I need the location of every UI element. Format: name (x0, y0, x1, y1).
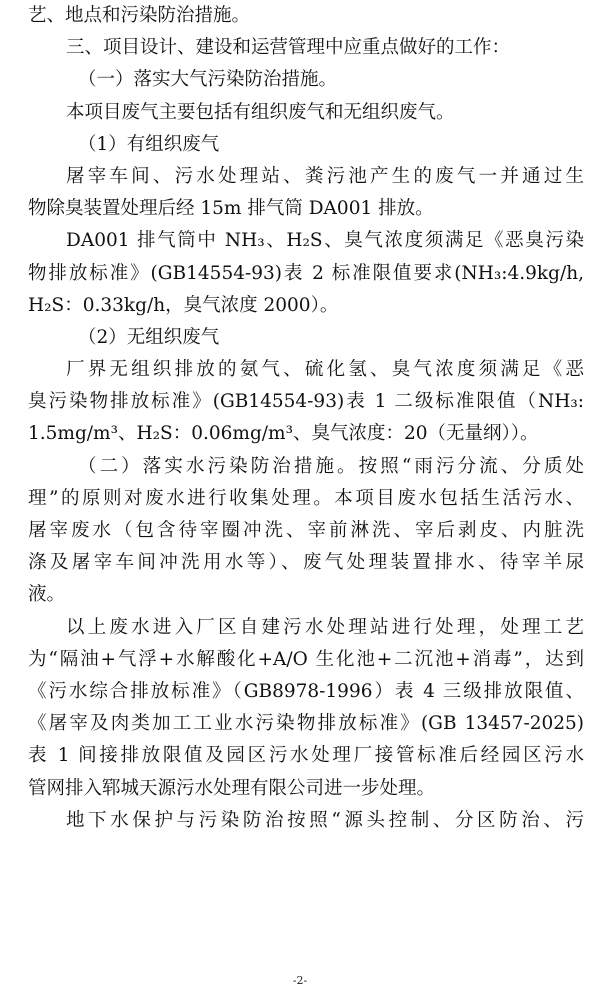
text-line: 表 1 间接排放限值及园区污水处理厂接管标准后经园区污水 (28, 745, 584, 767)
text-line: 《污水综合排放标准》（GB8978-1996）表 4 三级排放限值、 (28, 680, 584, 702)
text-line: 为“隔油+气浮+水解酸化+A/O 生化池+二沉池+消毒”，达到 (28, 648, 584, 670)
text-line: 屠宰车间、污水处理站、粪污池产生的废气一并通过生 (66, 165, 584, 187)
page-number: -2- (292, 974, 308, 987)
document-page (28, 0, 584, 837)
text-line: 物除臭装置处理后经 15m 排气筒 DA001 排放。 (28, 198, 434, 220)
text-line: 理”的原则对废水进行收集处理。本项目废水包括生活污水、 (28, 487, 584, 509)
text-line: 艺、地点和污染防治措施。 (28, 5, 251, 26)
text-line: H₂S：0.33kg/h，臭气浓度 2000）。 (28, 294, 339, 316)
text-line: 涤及屠宰车间冲洗用水等）、废气处理装置排水、待宰羊尿 (28, 552, 584, 574)
section-heading: 三、项目设计、建设和运营管理中应重点做好的工作： (66, 37, 511, 59)
subsection-heading: （二）落实水污染防治措施。按照“雨污分流、分质处 (78, 455, 584, 477)
text-line: 物排放标准》(GB14554-93)表 2 标准限值要求(NH₃:4.9kg/h, (28, 262, 584, 284)
text-line: 《屠宰及肉类加工工业水污染物排放标准》(GB 13457-2025) (28, 713, 584, 735)
text-line: 以上废水进入厂区自建污水处理站进行处理，处理工艺 (66, 616, 584, 638)
text-line: 臭污染物排放标准》(GB14554-93)表 1 二级标准限值（NH₃: (28, 391, 584, 413)
text-line: 管网排入郓城天源污水处理有限公司进一步处理。 (28, 777, 436, 799)
text-line: 液。 (28, 584, 66, 606)
item-heading: （1）有组织废气 (78, 133, 220, 155)
text-line: 1.5mg/m³、H₂S：0.06mg/m³、臭气浓度：20（无量纲））。 (28, 423, 539, 445)
text-line: 屠宰废水（包含待宰圈冲洗、宰前淋洗、宰后剥皮、内脏洗 (28, 520, 584, 541)
subsection-heading: （一）落实大气污染防治措施。 (78, 69, 338, 91)
text-line: 本项目废气主要包括有组织废气和无组织废气。 (66, 101, 455, 123)
text-line: 厂界无组织排放的氨气、硫化氢、臭气浓度须满足《恶 (66, 359, 584, 381)
text-line: 地下水保护与污染防治按照“源头控制、分区防治、污 (66, 809, 584, 831)
text-line: DA001 排气筒中 NH₃、H₂S、臭气浓度须满足《恶臭污染 (66, 230, 584, 252)
item-heading: （2）无组织废气 (78, 326, 220, 348)
